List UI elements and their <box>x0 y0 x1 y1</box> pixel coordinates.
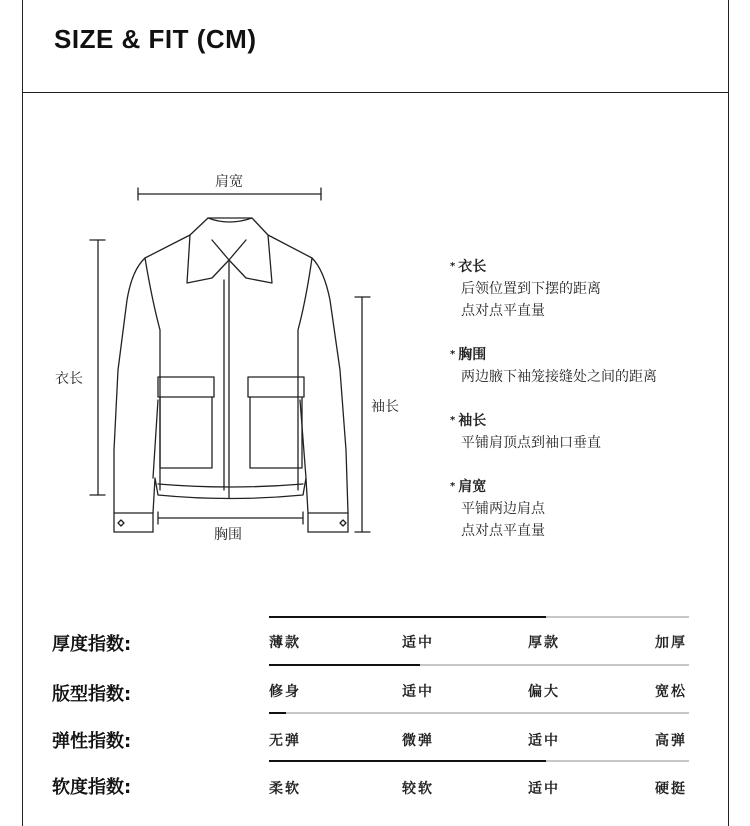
left-pocket <box>158 377 214 468</box>
index-option: 适中 <box>402 684 434 700</box>
description-sleeve: * 袖长 平铺肩顶点到袖口垂直 <box>450 410 730 454</box>
index-option: 硬挺 <box>655 781 687 797</box>
index-option: 适中 <box>528 781 560 797</box>
index-label: 厚度指数: <box>52 634 132 655</box>
body-length-dimension <box>90 240 105 495</box>
index-scale-fill <box>269 664 420 666</box>
right-pocket <box>248 377 304 468</box>
description-body-length: * 衣长 后领位置到下摆的距离 点对点平直量 <box>450 256 730 322</box>
description-line: 平铺两边肩点 <box>461 501 545 517</box>
index-option: 柔软 <box>269 781 301 797</box>
description-title: 肩宽 <box>458 479 487 495</box>
description-chest: * 胸围 两边腋下袖笼接缝处之间的距离 <box>450 344 730 388</box>
description-line: 平铺肩顶点到袖口垂直 <box>461 435 601 451</box>
index-scale-fill <box>269 712 286 714</box>
index-scale <box>269 712 689 714</box>
index-option: 薄款 <box>269 635 301 651</box>
index-option: 无弹 <box>269 733 301 749</box>
index-scale <box>269 616 689 618</box>
description-title: 衣长 <box>458 259 487 275</box>
index-scale <box>269 664 689 666</box>
index-option: 微弹 <box>402 733 434 749</box>
description-shoulder: * 肩宽 平铺两边肩点 点对点平直量 <box>450 476 730 542</box>
jacket-body-outline <box>114 235 348 513</box>
index-scale-fill <box>269 616 546 618</box>
description-title: 胸围 <box>458 347 487 363</box>
index-option: 适中 <box>402 635 434 651</box>
description-line: 后领位置到下摆的距离 <box>461 281 601 297</box>
index-option: 宽松 <box>655 684 687 700</box>
description-title: 袖长 <box>458 413 487 429</box>
index-option: 适中 <box>528 733 560 749</box>
index-option: 高弹 <box>655 733 687 749</box>
body-length-label: 衣长 <box>55 371 83 387</box>
description-line: 点对点平直量 <box>461 523 545 539</box>
index-option: 加厚 <box>655 635 687 651</box>
index-option: 较软 <box>402 781 434 797</box>
index-option: 偏大 <box>528 684 560 700</box>
sleeve-length-dimension <box>355 297 370 532</box>
description-line: 两边腋下袖笼接缝处之间的距离 <box>461 369 657 385</box>
index-label: 弹性指数: <box>52 731 132 752</box>
shoulder-width-label: 肩宽 <box>215 174 243 190</box>
index-option: 修身 <box>269 684 301 700</box>
sleeve-length-label: 袖长 <box>371 399 399 415</box>
index-scale-fill <box>269 760 546 762</box>
description-line: 点对点平直量 <box>461 303 545 319</box>
index-label: 软度指数: <box>52 777 132 798</box>
page-title: SIZE & FIT (CM) <box>54 24 257 54</box>
chest-dimension <box>158 512 303 524</box>
index-label: 版型指数: <box>52 684 132 705</box>
index-option: 厚款 <box>528 635 560 651</box>
chest-label: 胸围 <box>214 527 242 543</box>
index-scale <box>269 760 689 762</box>
